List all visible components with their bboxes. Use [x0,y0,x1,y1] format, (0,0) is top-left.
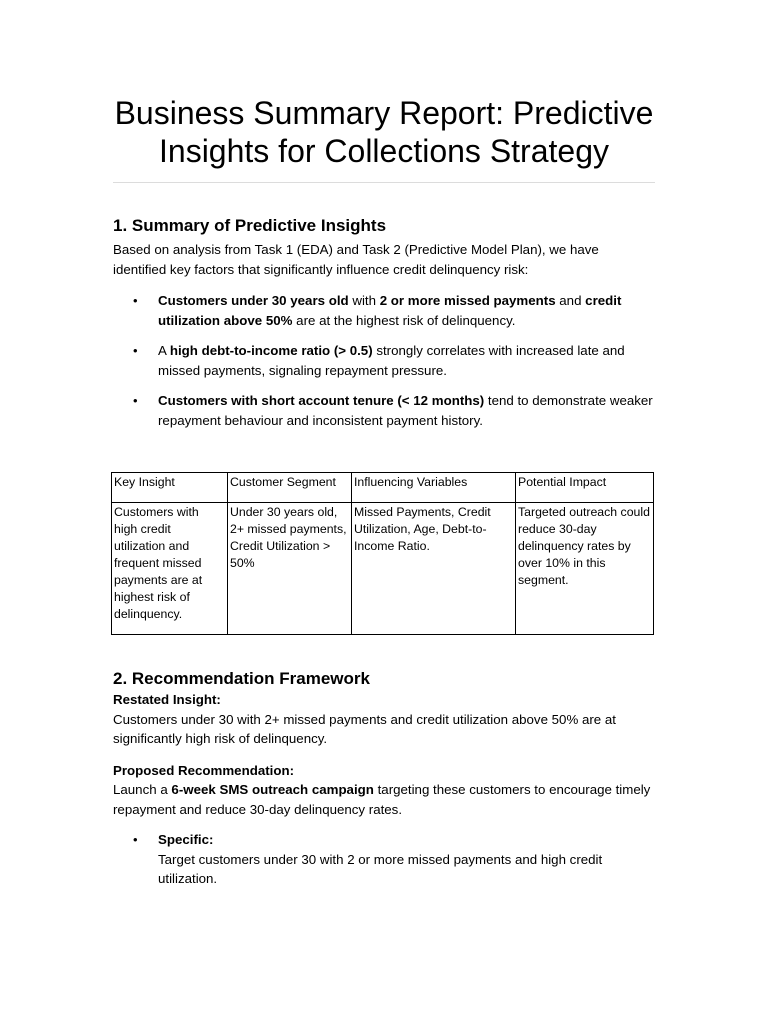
insight-bullet-list [113,291,655,430]
section-heading-recommendation: 2. Recommendation Framework [113,669,370,688]
bold-text: 6-week SMS outreach campaign [171,782,374,797]
proposed-recommendation-text [113,780,655,819]
bold-text: Customers under 30 years old [158,293,349,308]
table-header-cell: Influencing Variables [352,473,516,503]
list-item [113,830,655,889]
bullet-icon: • [133,293,138,308]
body-text: and [555,293,586,308]
restated-insight-text: Customers under 30 with 2+ missed payments and credit utilization above 50% are at significantly high risk of delinquency. [113,711,616,746]
body-text: Launch a [113,782,172,797]
table-row [112,503,654,635]
restated-insight-label: Restated Insight: [113,692,221,707]
proposed-recommendation-label: Proposed Recommendation: [113,762,295,778]
table-cell: Missed Payments, Credit Utilization, Age, Debt-to-Income Ratio. [352,503,516,635]
body-text: are at the highest risk of delinquency. [292,312,516,328]
body-text: Target customers under 30 with 2 or more missed payments and high credit utilization. [158,851,603,886]
summary-intro: Based on analysis from Task 1 (EDA) and Task 2 (Predictive Model Plan), we have identified key factors that significantly influence credit delinquency risk: [113,242,599,277]
bold-text: high debt-to-income ratio (> 0.5) [169,343,373,358]
table-header-cell: Potential Impact [516,473,654,503]
table-cell: Customers with high credit utilization and frequent missed payments are at highest risk of delinquency. [112,503,228,635]
report-page [113,0,655,886]
table-cell: Under 30 years old, 2+ missed payments, Credit Utilization > 50% [228,503,352,635]
table-header-cell: Key Insight [112,473,228,503]
body-text: strongly correlates with increased late and missed payments, signaling repayment pressure. [158,343,625,378]
body-text: tend to demonstrate weaker repayment behaviour and inconsistent payment history. [158,393,653,428]
bold-text: credit utilization above 50% [158,293,622,328]
table-cell: Targeted outreach could reduce 30-day delinquency rates by over 10% in this segment. [516,503,654,635]
bullet-icon: • [133,393,138,408]
bold-text: Specific: [158,832,214,847]
title-divider [113,182,655,183]
recommendation-section [113,668,655,900]
list-item [113,291,655,330]
list-item [113,391,655,430]
bold-text: 2 or more missed payments [379,293,556,308]
page-title: Business Summary Report: Predictive Insights for Collections Strategy [114,95,654,169]
body-text: with [348,293,380,308]
table-header-cell: Customer Segment [228,473,352,503]
body-text: A [158,343,170,358]
bullet-icon: • [133,832,138,847]
bullet-icon: • [133,343,138,358]
table-header-row [112,473,654,503]
bold-text: Customers with short account tenure (< 12 months) [158,393,485,408]
insights-table [111,472,654,635]
list-item [113,341,655,380]
smart-criteria-list [113,830,655,889]
body-text: targeting these customers to encourage timely repayment and reduce 30-day delinquency rates. [113,782,651,817]
section-heading-summary: 1. Summary of Predictive Insights [113,216,387,235]
